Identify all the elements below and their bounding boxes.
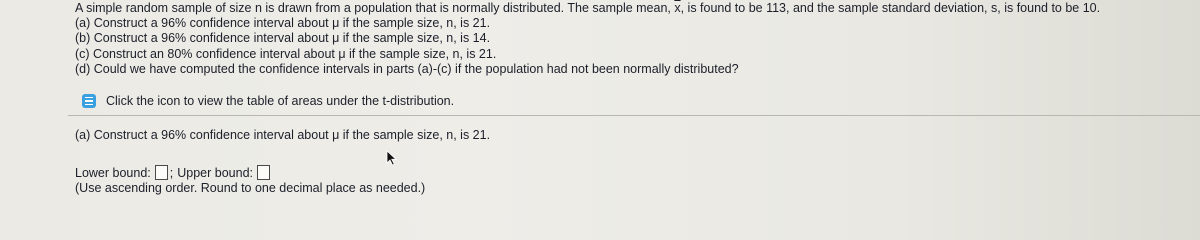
- upper-bound-label: Upper bound:: [177, 165, 254, 180]
- answer-row: [75, 165, 272, 180]
- mouse-cursor-icon: [386, 150, 397, 166]
- table-icon[interactable]: [82, 94, 96, 108]
- intro-text-end: , is found to be 113, and the sample standard deviation, s, is found to be 10.: [680, 1, 1101, 15]
- intro-text-start: A simple random sample of size n is drawn from a population that is normally distributed. The sample mean,: [75, 1, 675, 15]
- upper-bound-input[interactable]: [257, 165, 270, 180]
- problem-part-b: (b) Construct a 96% confidence interval about μ if the sample size, n, is 14.: [75, 31, 491, 46]
- section-divider: [68, 115, 1200, 116]
- problem-part-a: (a) Construct a 96% confidence interval about μ if the sample size, n, is 21.: [75, 16, 491, 31]
- problem-intro: [75, 1, 1190, 16]
- problem-statement: [75, 1, 1190, 77]
- lower-bound-label: Lower bound:: [75, 165, 151, 180]
- problem-part-d: (d) Could we have computed the confidence intervals in parts (a)-(c) if the population had not been normally distributed?: [75, 61, 739, 76]
- t-table-link[interactable]: [82, 94, 454, 108]
- t-table-link-label[interactable]: Click the icon to view the table of areas under the t-distribution.: [106, 94, 455, 108]
- sample-mean-symbol: $\overline{x}$: [674, 1, 681, 15]
- lower-bound-input[interactable]: [155, 165, 168, 180]
- problem-part-c: (c) Construct an 80% confidence interval about μ if the sample size, n, is 21.: [75, 46, 497, 61]
- current-part-question: (a) Construct a 96% confidence interval about μ if the sample size, n, is 21.: [75, 128, 491, 142]
- rounding-instruction: (Use ascending order. Round to one decimal place as needed.): [75, 181, 426, 195]
- bound-separator: ;: [169, 165, 174, 180]
